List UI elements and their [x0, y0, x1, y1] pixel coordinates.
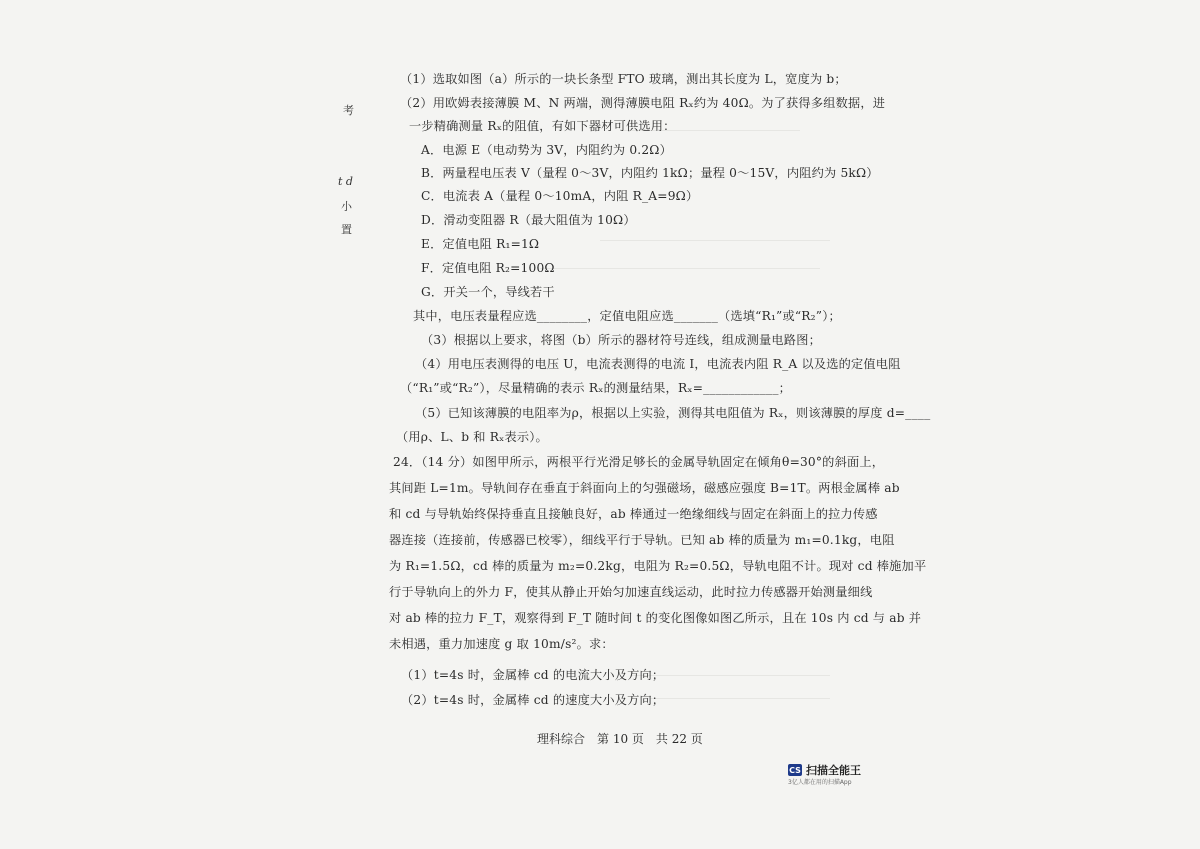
- page-footer: 理科综合 第 10 页 共 22 页: [537, 732, 703, 746]
- option-b: B．两量程电压表 V（量程 0～3V，内阻约 1kΩ；量程 0～15V，内阻约为 5kΩ）: [421, 166, 879, 180]
- margin-char: t d: [338, 175, 353, 188]
- scanner-watermark: [788, 762, 861, 778]
- margin-char: 置: [341, 223, 352, 236]
- margin-char: 考: [343, 104, 354, 117]
- text-line: （1）选取如图（a）所示的一块长条型 FTO 玻璃，测出其长度为 L，宽度为 b；: [400, 72, 847, 86]
- text-line: （3）根据以上要求，将图（b）所示的器材符号连线，组成测量电路图；: [421, 333, 821, 347]
- text-line: （“R₁”或“R₂”），尽量精确的表示 Rₓ的测量结果，Rₓ=____________；: [400, 381, 792, 395]
- text-line: 对 ab 棒的拉力 F_T，观察得到 F_T 随时间 t 的变化图像如图乙所示，且在 10s 内 cd 与 ab 并: [389, 611, 922, 625]
- sub-question-2: （2）t=4s 时，金属棒 cd 的速度大小及方向；: [401, 693, 665, 707]
- text-line: （2）用欧姆表接薄膜 M、N 两端，测得薄膜电阻 Rₓ约为 40Ω。为了获得多组数据，进: [400, 96, 886, 110]
- text-line: （用ρ、L、b 和 Rₓ表示）。: [396, 430, 548, 444]
- scanner-app-name: 扫描全能王: [806, 764, 861, 777]
- scan-noise: [600, 240, 830, 241]
- text-line: （4）用电压表测得的电压 U，电流表测得的电流 I，电流表内阻 R_A 以及选的定值电阻: [415, 357, 901, 371]
- scan-noise: [650, 698, 830, 699]
- text-line: 未相遇，重力加速度 g 取 10m/s²。求：: [389, 637, 614, 651]
- text-line: 其间距 L=1m。导轨间存在垂直于斜面向上的匀强磁场，磁感应强度 B=1T。两根金属棒 ab: [389, 481, 900, 495]
- text-line: 行于导轨向上的外力 F，使其从静止开始匀加速直线运动，此时拉力传感器开始测量细线: [389, 585, 873, 599]
- option-a: A．电源 E（电动势为 3V，内阻约为 0.2Ω）: [421, 143, 672, 157]
- scan-noise: [540, 268, 820, 269]
- question-24-heading: 24．（14 分）如图甲所示，两根平行光滑足够长的金属导轨固定在倾角θ=30°的斜面上，: [393, 455, 885, 469]
- scanner-tagline: 3亿人都在用的扫描App: [788, 779, 852, 786]
- option-d: D．滑动变阻器 R（最大阻值为 10Ω）: [421, 213, 636, 227]
- text-line: 其中，电压表量程应选________，定值电阻应选_______（选填“R₁”或“R₂”）；: [413, 309, 841, 323]
- option-c: C．电流表 A（量程 0～10mA，内阻 R_A=9Ω）: [421, 189, 699, 203]
- option-g: G．开关一个，导线若干: [421, 285, 555, 299]
- sub-question-1: （1）t=4s 时，金属棒 cd 的电流大小及方向；: [401, 668, 665, 682]
- text-line: 器连接（连接前，传感器已校零），细线平行于导轨。已知 ab 棒的质量为 m₁=0.1kg，电阻: [389, 533, 895, 547]
- text-line: 和 cd 与导轨始终保持垂直且接触良好，ab 棒通过一绝缘细线与固定在斜面上的拉力传感: [389, 507, 878, 521]
- text-line: 一步精确测量 Rₓ的阻值，有如下器材可供选用：: [409, 119, 676, 133]
- text-line: 为 R₁=1.5Ω，cd 棒的质量为 m₂=0.2kg，电阻为 R₂=0.5Ω，导轨电阻不计。现对 cd 棒施加平: [389, 559, 927, 573]
- option-e: E．定值电阻 R₁=1Ω: [421, 237, 540, 251]
- text-line: （5）已知该薄膜的电阻率为ρ，根据以上实验，测得其电阻值为 Rₓ，则该薄膜的厚度 d=____: [415, 406, 931, 420]
- option-f: F．定值电阻 R₂=100Ω: [421, 261, 555, 275]
- margin-char: 小: [341, 200, 352, 213]
- scanner-logo-icon: CS: [789, 765, 801, 775]
